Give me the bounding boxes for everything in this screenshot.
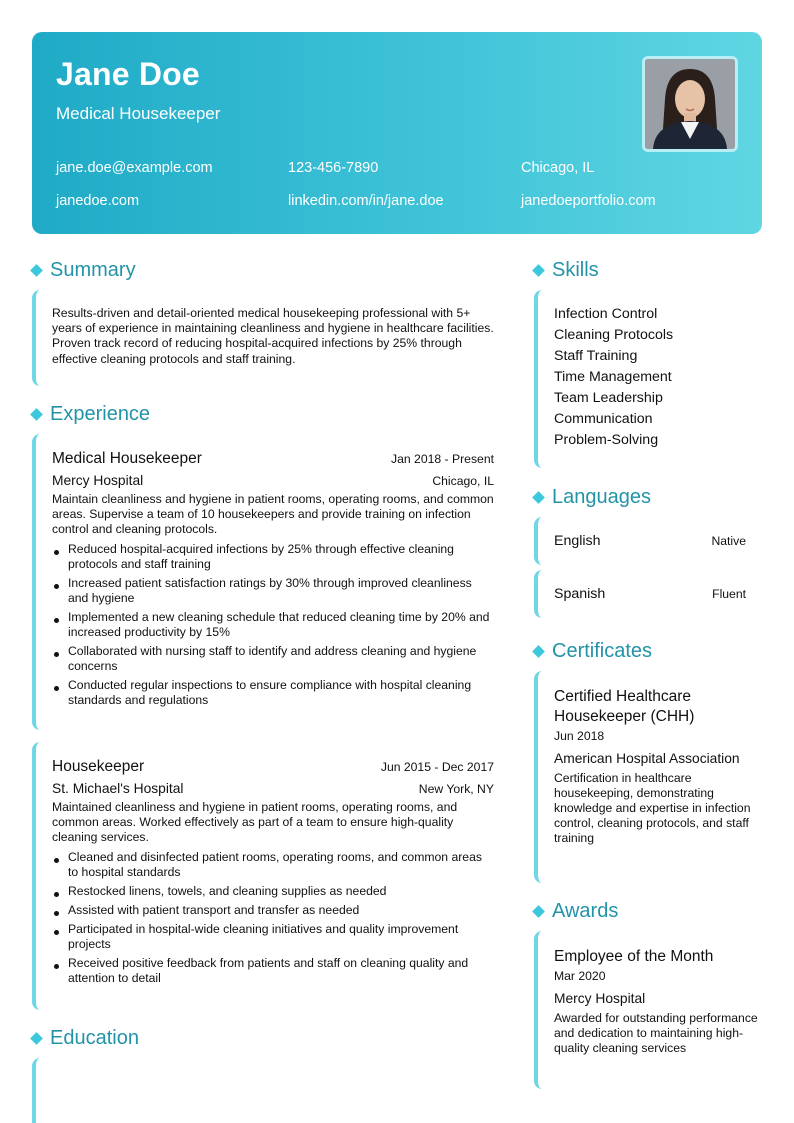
job-achievements [52,850,494,986]
list-item: Reduced hospital-acquired infections by 25% through effective cleaning protocols and staff training [52,542,494,572]
skill-item: Problem-Solving [554,432,659,448]
job-title: Housekeeper [52,758,145,775]
job-company: Mercy Hospital [52,473,144,488]
language-item [534,570,762,618]
award-issuer: Mercy Hospital [554,991,646,1006]
languages-heading [532,486,651,509]
list-item: Restocked linens, towels, and cleaning supplies as needed [52,884,494,899]
language-name: English [554,533,601,549]
certificate-date: Jun 2018 [554,729,605,743]
certificate-issuer: American Hospital Association [554,751,740,766]
diamond-icon [532,491,545,504]
contact-location: Chicago, IL [521,160,595,176]
certificate-description: Certification in healthcare housekeeping, demonstrating knowledge and expertise in infection control, cleaning protocols, and staff training [554,771,751,845]
skills-block [534,290,762,468]
diamond-icon [30,264,43,277]
award-description: Awarded for outstanding performance and dedication to maintaining high-quality cleaning services [554,1011,758,1055]
job-dates: Jan 2018 - Present [391,452,494,466]
languages-heading-label: Languages [552,486,651,508]
award-item [534,931,762,1089]
skill-item: Communication [554,411,653,427]
list-item: Participated in hospital-wide cleaning initiatives and quality improvement projects [52,922,494,952]
profile-photo [642,56,738,152]
language-name: Spanish [554,586,606,602]
education-heading-label: Education [50,1027,139,1049]
diamond-icon [532,645,545,658]
list-item: Assisted with patient transport and transfer as needed [52,903,494,918]
certificate-title: Certified Healthcare Housekeeper (CHH) [554,688,695,725]
skills-heading-label: Skills [552,259,599,281]
certificate-item [534,671,762,883]
diamond-icon [532,905,545,918]
list-item: Implemented a new cleaning schedule that reduced cleaning time by 20% and increased productivity by 15% [52,610,494,640]
award-date: Mar 2020 [554,969,606,983]
summary-heading [30,259,136,282]
resume-header [32,32,762,234]
list-item: Cleaned and disinfected patient rooms, operating rooms, and common areas to hospital standards [52,850,494,880]
language-level: Fluent [712,587,746,601]
education-block [32,1058,498,1123]
diamond-icon [30,408,43,421]
skill-item: Infection Control [554,306,658,322]
job-company: St. Michael's Hospital [52,781,184,796]
skill-item: Time Management [554,369,672,385]
contact-email[interactable]: jane.doe@example.com [56,160,213,176]
job-description: Maintained cleanliness and hygiene in patient rooms, operating rooms, and common areas. Worked effectively as part of a team to ensure high-quality cleaning services. [52,800,458,845]
contact-linkedin[interactable]: linkedin.com/in/jane.doe [288,193,444,209]
skill-item: Cleaning Protocols [554,327,674,343]
job-achievements [52,542,494,708]
experience-item [32,434,498,730]
summary-heading-label: Summary [50,259,136,281]
job-dates: Jun 2015 - Dec 2017 [380,760,494,774]
portrait-icon [645,59,735,149]
awards-heading [532,900,618,923]
list-item: Conducted regular inspections to ensure compliance with hospital cleaning standards and regulations [52,678,494,708]
job-title: Medical Housekeeper [52,450,202,467]
job-description: Maintain cleanliness and hygiene in patient rooms, operating rooms, and common areas. Supervise a team of 10 housekeepers and provide training on infection control and cleaning protocols. [52,492,494,537]
language-item [534,517,762,565]
education-heading [30,1027,139,1050]
list-item: Received positive feedback from patients and staff on cleaning quality and attention to detail [52,956,494,986]
language-level: Native [711,534,746,548]
candidate-name: Jane Doe [56,56,200,92]
job-location: New York, NY [418,782,494,796]
skills-heading [532,259,599,282]
experience-heading-label: Experience [50,403,151,425]
certificates-heading-label: Certificates [552,640,653,662]
summary-block [32,290,498,386]
contact-portfolio[interactable]: janedoeportfolio.com [521,193,656,209]
skill-item: Team Leadership [554,390,663,406]
list-item: Increased patient satisfaction ratings by 30% through improved cleanliness and hygiene [52,576,494,606]
contact-website[interactable]: janedoe.com [56,193,140,209]
summary-text: Results-driven and detail-oriented medical housekeeping professional with 5+ years of experience in maintaining cleanliness and hygiene in healthcare facilities. Proven track record of reducing hospital-acquired infections by 25% through effective cleaning protocols and staff training. [52,306,494,366]
job-location: Chicago, IL [432,474,494,488]
award-title: Employee of the Month [554,948,714,965]
list-item: Collaborated with nursing staff to identify and address cleaning and hygiene concerns [52,644,494,674]
certificates-heading [532,640,652,663]
experience-item [32,742,498,1010]
candidate-title: Medical Housekeeper [56,104,221,123]
skill-item: Staff Training [554,348,638,364]
experience-heading [30,403,150,426]
diamond-icon [30,1032,43,1045]
contact-phone[interactable]: 123-456-7890 [288,160,379,176]
diamond-icon [532,264,545,277]
awards-heading-label: Awards [552,900,619,922]
